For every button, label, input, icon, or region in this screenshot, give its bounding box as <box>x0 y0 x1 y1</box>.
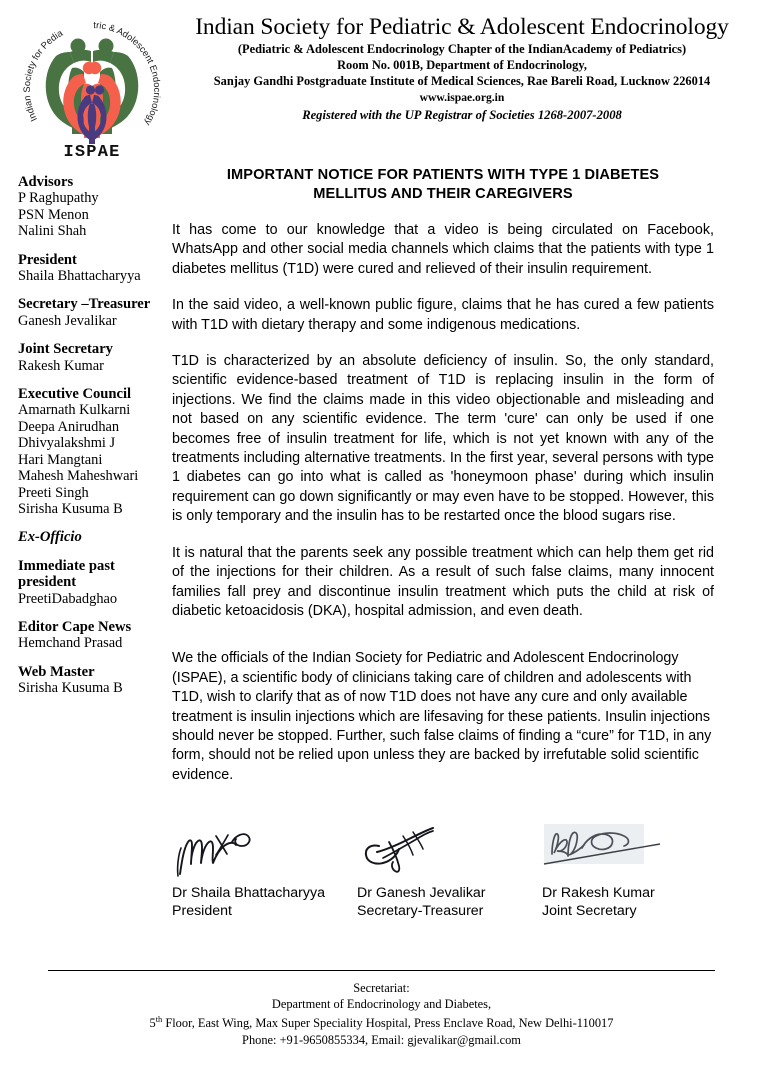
sidebar-group-heading: Advisors <box>18 174 74 190</box>
sidebar-member-name: Deepa Anirudhan <box>18 418 120 435</box>
signatory-1-name: Dr Shaila Bhattacharyya <box>172 885 325 901</box>
logo-figure-green-left-head <box>71 39 86 54</box>
handwritten-signature-shaila-icon <box>172 822 357 884</box>
secretariat-address <box>48 980 715 1048</box>
logo-figure-green-right-head <box>99 39 114 54</box>
sidebar-member-name: PreetiDabadghao <box>18 590 118 607</box>
signatory-3-name: Dr Rakesh Kumar <box>542 885 655 901</box>
org-website[interactable]: www.ispae.org.in <box>419 90 505 104</box>
notice-paragraph: It has come to our knowledge that a video is being circulated on Facebook, WhatsApp and other social media channels which claims that the patients with type 1 diabetes mellitus (T1D) were cured and relieved of their insulin requirement. <box>172 222 714 277</box>
sidebar-member-name: Preeti Singh <box>18 484 89 501</box>
sidebar-group <box>18 296 168 329</box>
sidebar-member-name: Sirisha Kusuma B <box>18 500 123 517</box>
sidebar-group <box>18 619 168 652</box>
signature-block <box>172 822 732 942</box>
page-title: IMPORTANT NOTICE FOR PATIENTS WITH TYPE 1 DIABETES MELLITUS AND THEIR CAREGIVERS <box>226 167 660 202</box>
sidebar-group <box>18 174 168 240</box>
signatory-1 <box>172 822 357 920</box>
sidebar-group-heading: Secretary –Treasurer <box>18 296 151 313</box>
ispae-logo-svg <box>12 6 172 158</box>
sidebar-group-heading: Executive Council <box>18 386 132 403</box>
notice-paragraph: T1D is characterized by an absolute deficiency of insulin. So, the only standard, scientific evidence-based treatment of T1D is replacing insulin in the form of injections. We find the claims made in this video objectionable and misleading and not based on any scientific evidence. The term 'cure' can only be used if one becomes free of insulin treatment for life, which is not yet known with any of the treatments including alternative treatments. In the first year, several persons with type 1 diabetes can go into what is called as 'honeymoon phase' during which insulin requirement can go down significantly or may even have to be stopped. However, this is only temporary and the insulin has to be restarted once the blood sugars rise. <box>172 353 714 525</box>
sidebar-group <box>18 558 168 607</box>
sidebar-member-name: Mahesh Maheshwari <box>18 468 139 485</box>
footer-line-1: Secretariat: <box>353 981 410 995</box>
sidebar-member-name: Hemchand Prasad <box>18 635 123 652</box>
ispae-logo <box>12 6 172 158</box>
paragraph-list <box>172 204 714 785</box>
signatory-1-designation: President <box>172 903 232 920</box>
org-room-line: Room No. 001B, Department of Endocrinology, <box>337 58 587 73</box>
sidebar-member-name: Hari Mangtani <box>18 451 103 468</box>
footer-floor-number: 5 <box>149 1016 156 1031</box>
organization-header <box>176 14 748 123</box>
sidebar-member-name: Dhivyalakshmi J <box>18 435 116 452</box>
sidebar-group <box>18 664 168 697</box>
footer-divider <box>48 970 715 971</box>
notice-body <box>172 160 714 785</box>
notice-paragraph: It is natural that the parents seek any possible treatment which can help them get rid of the injections for their children. As a result of such false claims, many innocent families fall prey and discontinue insulin treatment which puts the child at risk of diabetic ketoacidosis (DKA), hospital admission, and even death. <box>172 544 714 619</box>
logo-figure-purple-left-head <box>86 85 95 94</box>
logo-ring-text-right: tric & Adolescent Endocrinology <box>93 20 163 128</box>
office-bearers-sidebar <box>18 174 168 709</box>
footer-floor-ordinal: th <box>155 1015 163 1025</box>
sidebar-group-heading: Web Master <box>18 663 95 680</box>
logo-ring-text-left: Indian Society for Pedia <box>21 27 65 124</box>
signatory-2-name: Dr Ganesh Jevalikar <box>357 885 486 901</box>
logo-figure-red-right-head <box>89 62 101 74</box>
notice-paragraph: In the said video, a well-known public figure, claims that he has cured a few patients with T1D with dietary therapy and some indigenous medications. <box>172 297 714 333</box>
sidebar-member-name: Ganesh Jevalikar <box>18 312 117 329</box>
sidebar-member-name: Nalini Shah <box>18 223 87 240</box>
footer-line-4[interactable]: Phone: +91-9650855334, Email: gjevalikar@gmail.com <box>242 1032 521 1047</box>
footer-line-2: Department of Endocrinology and Diabetes, <box>271 997 492 1012</box>
sidebar-group-heading: Immediate past president <box>18 557 115 591</box>
footer-line-3 <box>48 1012 715 1031</box>
sidebar-member-name: Amarnath Kulkarni <box>18 402 131 419</box>
sidebar-group-heading: Editor Cape News <box>18 618 132 635</box>
handwritten-signature-rakesh-icon <box>542 822 727 884</box>
signatory-3 <box>542 822 727 920</box>
org-title: Indian Society for Pediatric & Adolescent Endocrinology <box>195 14 729 40</box>
logo-figure-purple-right-head <box>95 85 104 94</box>
logo-acronym: ISPAE <box>63 143 121 158</box>
sidebar-group <box>18 529 168 545</box>
sidebar-member-name: Sirisha Kusuma B <box>18 680 123 697</box>
signatory-2-designation: Secretary-Treasurer <box>357 903 484 920</box>
org-registration: Registered with the UP Registrar of Societies 1268-2007-2008 <box>302 107 622 122</box>
sidebar-group-heading: Ex-Officio <box>18 529 82 546</box>
sidebar-group <box>18 386 168 517</box>
sidebar-member-name: Rakesh Kumar <box>18 357 104 374</box>
footer-address-rest: Floor, East Wing, Max Super Speciality Hospital, Press Enclave Road, New Delhi-110017 <box>162 1016 614 1031</box>
sidebar-member-name: P Raghupathy <box>18 190 99 207</box>
sidebar-member-name: Shaila Bhattacharyya <box>18 268 141 285</box>
notice-paragraph: We the officials of the Indian Society for Pediatric and Adolescent Endocrinology (ISPAE), a scientific body of clinicians taking care of children and adolescents with T1D, wish to clarify that as of now T1D does not have any cure and only available treatment is insulin injections which are lifesaving for these patients. Insulin injections should never be stopped. Further, such false claims of finding a “cure” for T1D, in any form, should not be relied upon unless they are backed by irrefutable solid scientific evidence. <box>172 650 712 783</box>
handwritten-signature-ganesh-icon <box>357 822 542 884</box>
org-chapter-line: (Pediatric & Adolescent Endocrinology Chapter of the IndianAcademy of Pediatrics) <box>237 42 687 56</box>
sidebar-group <box>18 252 168 285</box>
signatory-2 <box>357 822 542 920</box>
sidebar-group-heading: Joint Secretary <box>18 341 113 358</box>
signatory-3-designation: Joint Secretary <box>542 903 637 920</box>
sidebar-member-name: PSN Menon <box>18 206 89 223</box>
letterhead <box>0 0 758 160</box>
sidebar-group <box>18 341 168 374</box>
sidebar-group-heading: President <box>18 251 77 268</box>
org-institute-line: Sanjay Gandhi Postgraduate Institute of Medical Sciences, Rae Bareli Road, Lucknow 226014 <box>213 74 711 89</box>
